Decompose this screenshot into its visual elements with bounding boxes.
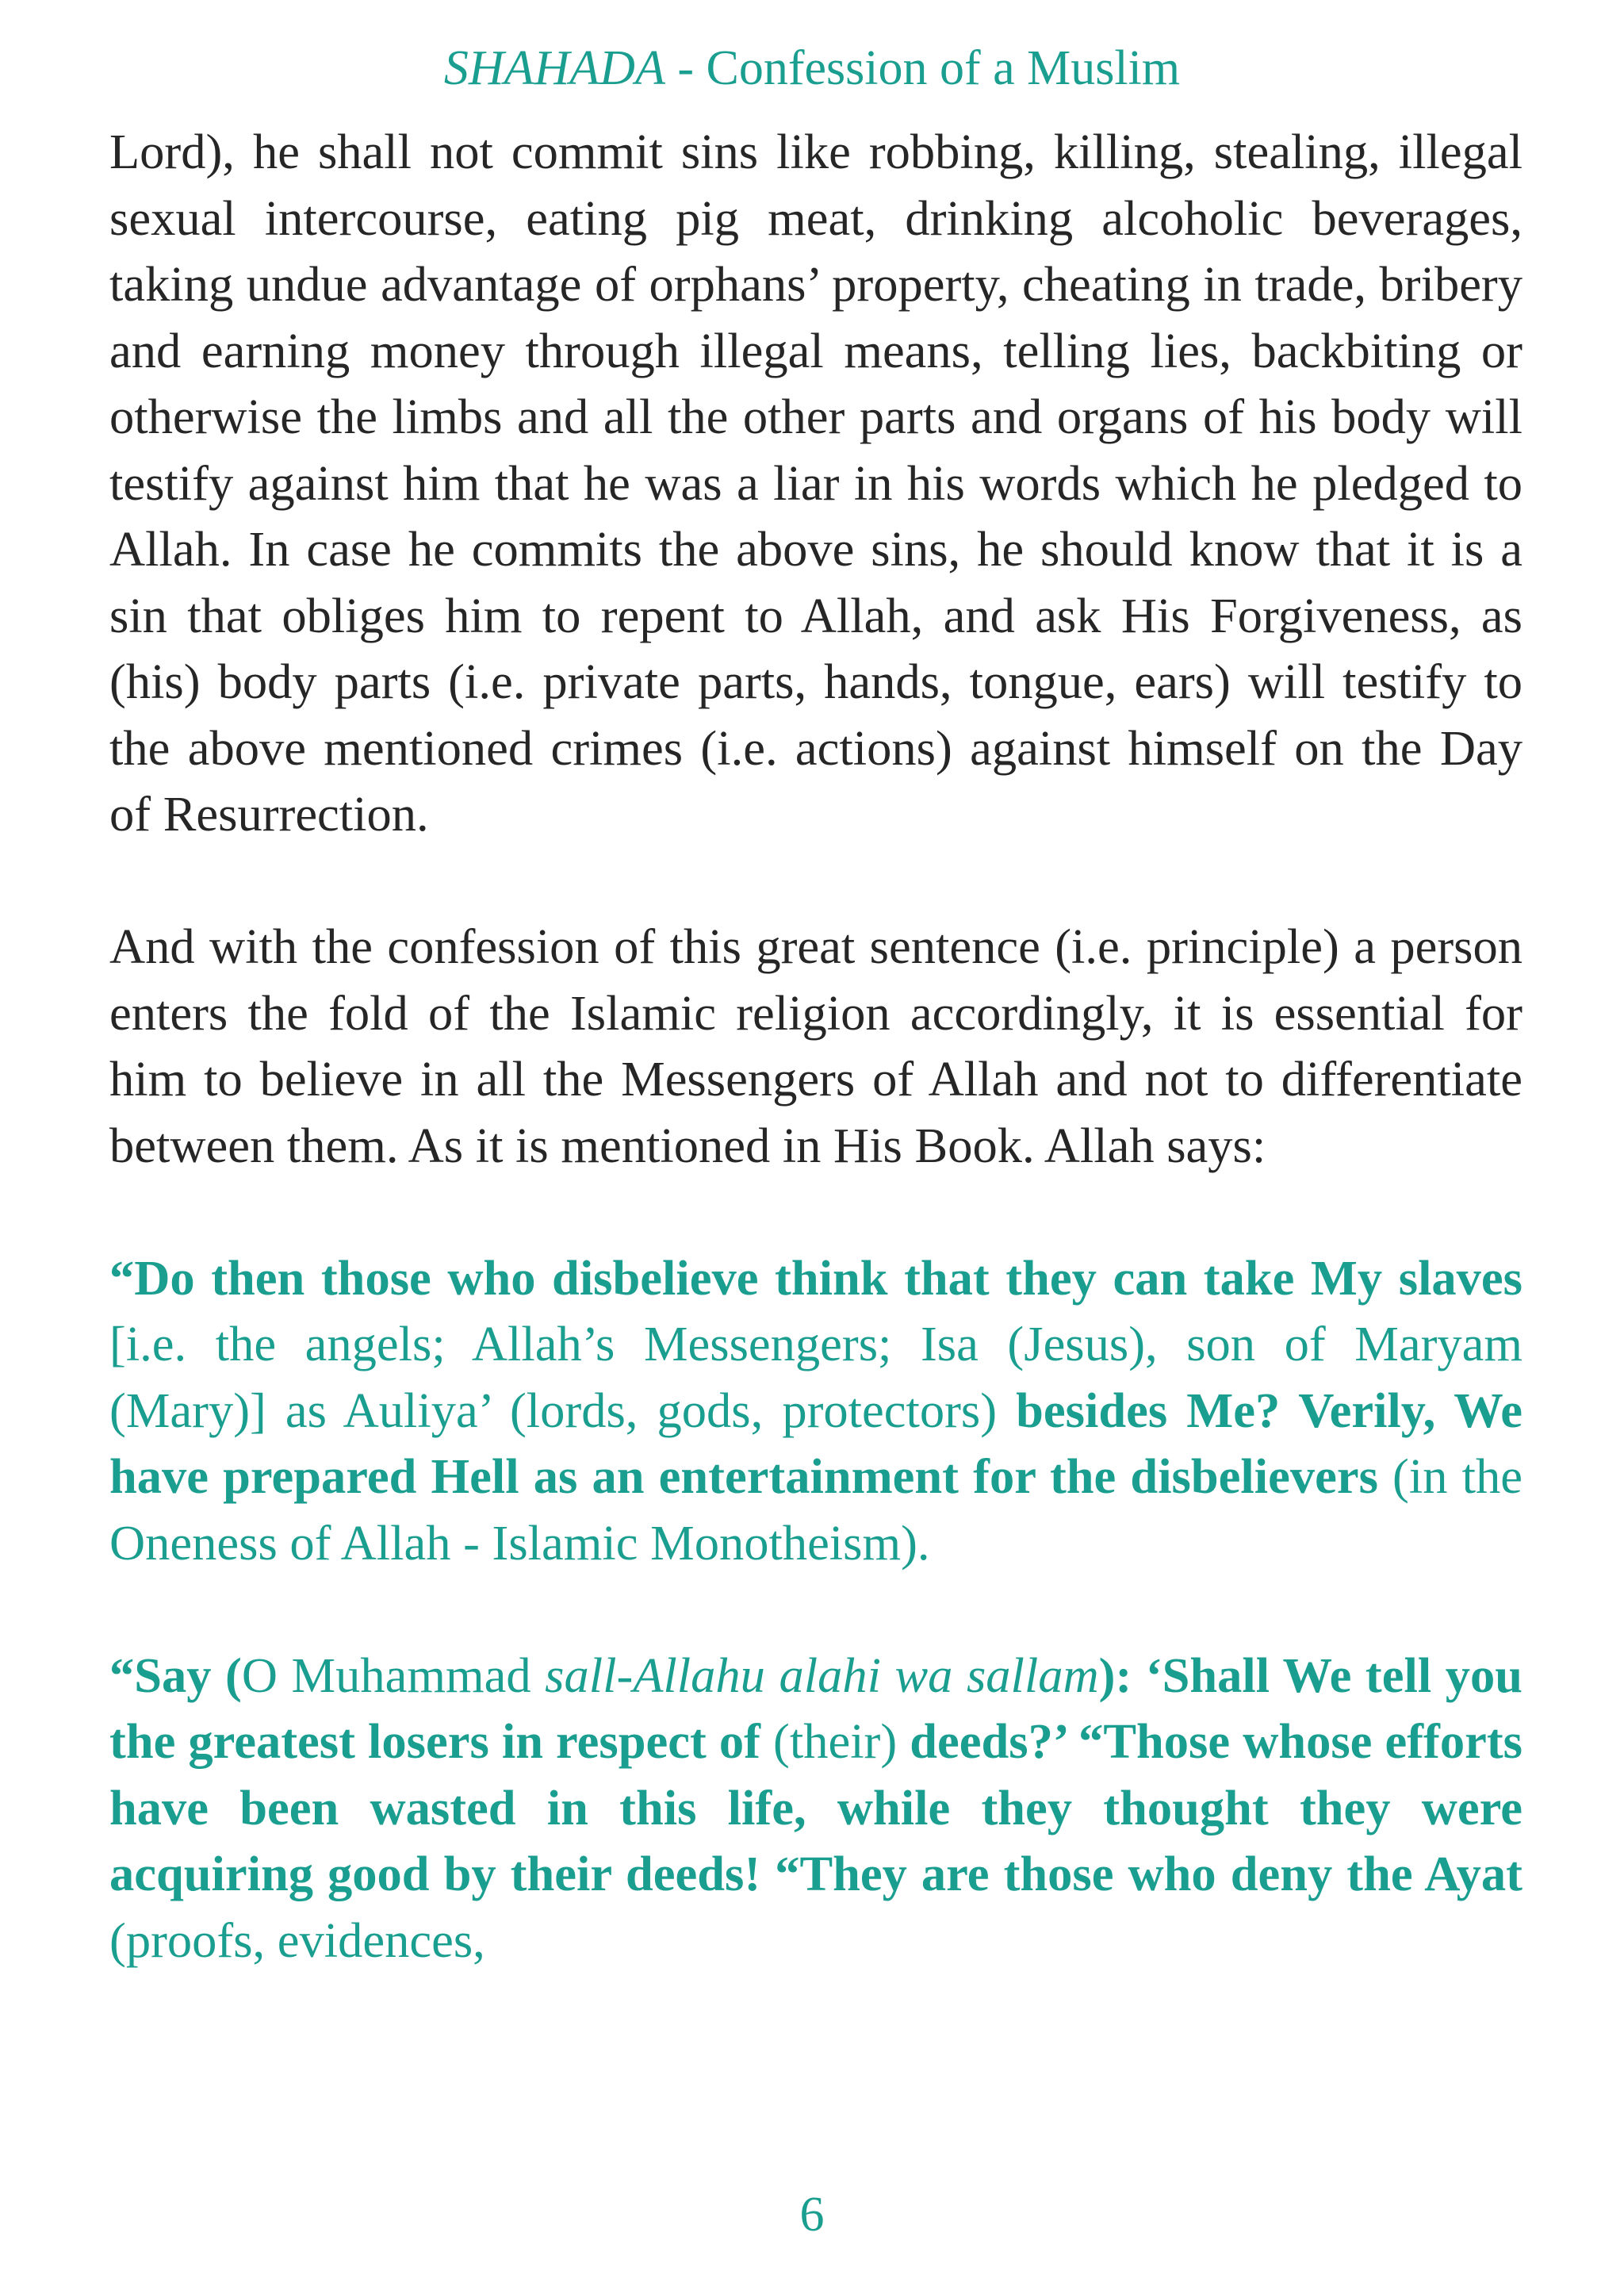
quote1-normal-2: (in the Oneness of Allah - Islamic Monotheism).: [109, 1448, 1522, 1571]
quote2-normal-2: (their): [760, 1713, 910, 1769]
quote2-bold-3: deeds?’ “Those whose efforts have been wasted in this life, while they thought they were acquiring good by their deeds! “They are those who deny the Ayat: [109, 1713, 1522, 1901]
running-header: [0, 36, 1624, 100]
quote2-bold-1: “Say (: [109, 1647, 242, 1703]
paragraph-2: And with the confession of this great sentence (i.e. principle) a person enters the fold of the Islamic religion accordingly, it is essential for him to believe in all the Messengers of Allah and not to differentiate between them. As it is mentioned in His Book. Allah says:: [109, 919, 1522, 1173]
quote1-bold-1: “Do then those who disbelieve think that they can take My slaves: [109, 1249, 1522, 1306]
quote2-bold-2: ): ‘Shall We tell you the greatest losers in respect of: [109, 1647, 1522, 1769]
quran-quote-2: [109, 1643, 1522, 1974]
quote1-normal-1: [i.e. the angels; Allah’s Messengers; Isa (Jesus), son of Maryam (Mary)] as Auliya’ (lords, gods, protectors): [109, 1316, 1522, 1438]
quote2-normal-1: O Muhammad: [241, 1647, 546, 1703]
quote1-bold-2: besides Me? Verily, We have prepared Hell as an entertainment for the disbelievers: [109, 1382, 1522, 1504]
quote2-italic-1: sall-Allahu alahi wa sallam: [545, 1647, 1099, 1703]
quran-quote-1: [109, 1245, 1522, 1577]
quote2-normal-3: (proofs, evidences,: [109, 1912, 485, 1968]
paragraph-1: Lord), he shall not commit sins like robbing, killing, stealing, illegal sexual intercourse, eating pig meat, drinking alcoholic beverages, taking undue advantage of orphans’ property, cheating in trade, bribery and earning money through illegal means, telling lies, backbiting or otherwise the limbs and all the other parts and organs of his body will testify against him that he was a liar in his words which he pledged to Allah. In case he commits the above sins, he should know that it is a sin that obliges him to repent to Allah, and ask His Forgiveness, as (his) body parts (i.e. private parts, hands, tongue, ears) will testify to the above mentioned crimes (i.e. actions) against himself on the Day of Resurrection.: [109, 124, 1522, 842]
main-text: [109, 119, 1522, 2040]
page-number: 6: [799, 2188, 825, 2242]
header-title-rest: - Confession of a Muslim: [665, 41, 1181, 95]
header-title-italic: SHAHADA: [443, 41, 665, 95]
